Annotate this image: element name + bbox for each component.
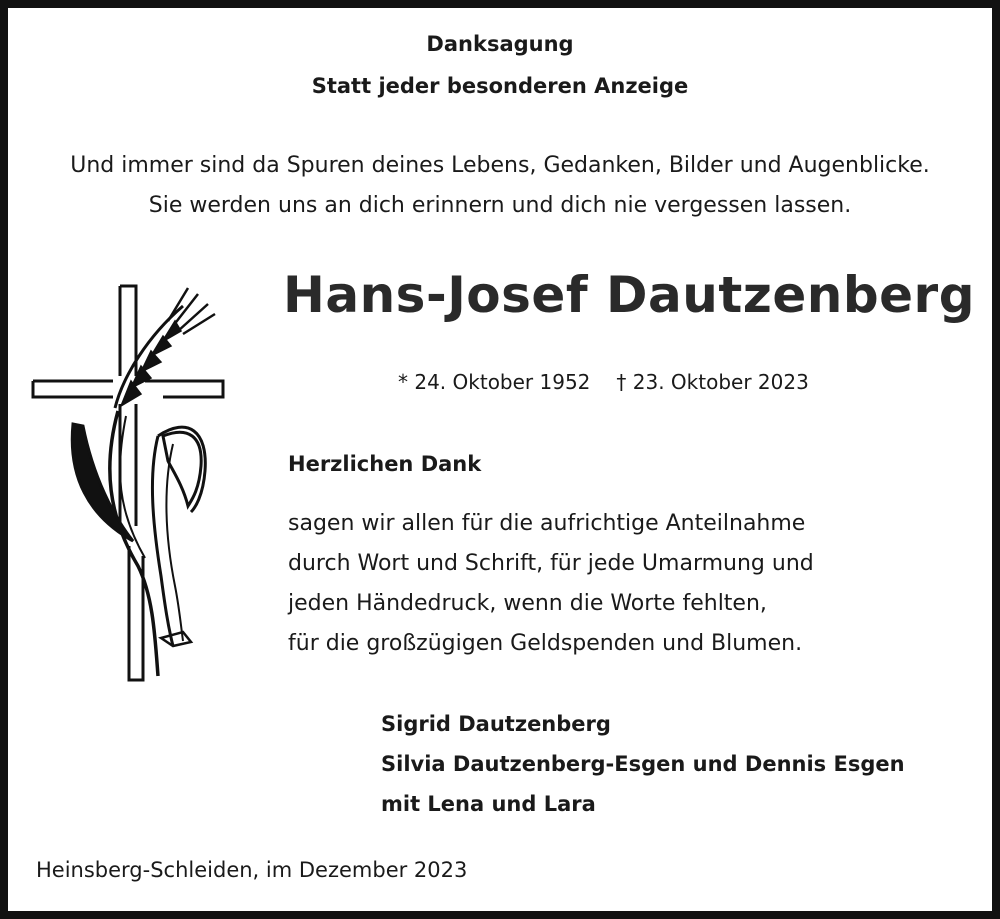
message-line: durch Wort und Schrift, für jede Umarmung und	[288, 551, 814, 576]
birth-date: * 24. Oktober 1952	[398, 370, 591, 394]
message-line: sagen wir allen für die aufrichtige Anteilnahme	[288, 511, 806, 536]
page-subtitle: Statt jeder besonderen Anzeige	[311, 74, 689, 98]
family-line: Silvia Dautzenberg-Esgen und Dennis Esgen	[381, 752, 905, 776]
page-title: Danksagung	[426, 32, 574, 56]
place-and-date: Heinsberg-Schleiden, im Dezember 2023	[36, 858, 468, 882]
family-line: Sigrid Dautzenberg	[381, 712, 611, 736]
thanks-message	[288, 504, 814, 664]
cross-with-wheat-icon	[23, 276, 228, 688]
deceased-name: Hans-Josef Dautzenberg	[283, 266, 975, 324]
thanks-heading: Herzlichen Dank	[288, 452, 482, 476]
message-line: jeden Händedruck, wenn die Worte fehlten,	[288, 591, 767, 616]
message-line: für die großzügigen Geldspenden und Blumen.	[288, 631, 803, 656]
family-signature	[381, 704, 905, 824]
quote-line-1: Und immer sind da Spuren deines Lebens, Gedanken, Bilder und Augenblicke.	[70, 153, 930, 178]
family-line: mit Lena und Lara	[381, 792, 596, 816]
quote-line-2: Sie werden uns an dich erinnern und dich nie vergessen lassen.	[148, 193, 852, 218]
memorial-quote	[8, 146, 992, 226]
death-date: † 23. Oktober 2023	[616, 370, 809, 394]
life-dates	[398, 370, 809, 394]
